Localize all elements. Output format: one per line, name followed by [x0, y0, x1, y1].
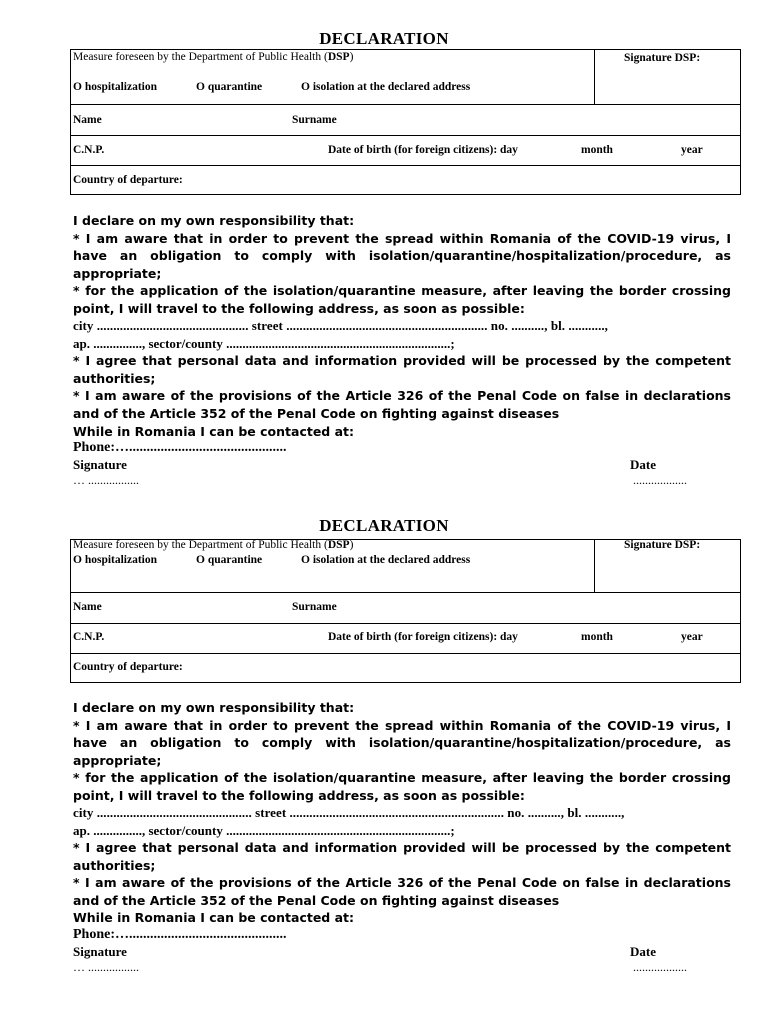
item-penal-code: * I am aware of the provisions of the Article 326 of the Penal Code on false in declarations and of the Article 352 of the Penal Code on fighting against diseases: [73, 388, 731, 421]
name-row: [70, 104, 741, 136]
option-quarantine[interactable]: O quarantine: [196, 81, 263, 93]
signature-dsp-label: Signature DSP:: [624, 539, 701, 551]
declaration-form-1: [0, 0, 768, 487]
year-label: year: [681, 631, 703, 643]
option-isolation[interactable]: O isolation at the declared address: [301, 554, 471, 566]
date-field[interactable]: ..................: [633, 473, 687, 487]
measure-label: [73, 51, 353, 63]
item-covid-obligation: * I am aware that in order to prevent the spread within Romania of the COVID-19 virus, I have an obligation to comply with isolation/quarantine/hospitalization/procedure, as appropriate;: [73, 230, 731, 281]
item-personal-data: * I agree that personal data and information provided will be processed by the competent authorities;: [73, 353, 731, 386]
dob-label: Date of birth (for foreign citizens): day: [328, 631, 518, 643]
option-quarantine[interactable]: O quarantine: [196, 554, 263, 566]
date-field[interactable]: ..................: [633, 960, 687, 974]
month-label: month: [581, 144, 613, 156]
option-hospitalization[interactable]: O hospitalization: [73, 81, 158, 93]
address-line-2[interactable]: ap. ..............., sector/county .....................................................................;: [73, 335, 455, 351]
date-label: Date: [630, 944, 656, 959]
dsp-abbr: DSP: [327, 539, 350, 551]
declaration-form-2: [0, 487, 768, 974]
cnp-label: C.N.P.: [73, 144, 105, 156]
measure-suffix: ): [349, 539, 354, 551]
year-label: year: [681, 144, 703, 156]
option-hospitalization[interactable]: O hospitalization: [73, 554, 158, 566]
country-label: Country of departure:: [73, 661, 183, 673]
address-line-1[interactable]: city ............................................... street ................................................................. no. .........., bl. ...........,: [73, 805, 625, 820]
declaration-title: DECLARATION: [319, 29, 449, 48]
signature-field[interactable]: … .................: [73, 473, 139, 487]
signature-field[interactable]: … .................: [73, 960, 139, 974]
declare-intro: I declare on my own responsibility that:: [73, 213, 355, 228]
name-label: Name: [73, 114, 102, 126]
option-isolation[interactable]: O isolation at the declared address: [301, 81, 471, 93]
dsp-abbr: DSP: [327, 51, 350, 63]
contact-label: While in Romania I can be contacted at:: [73, 910, 355, 925]
surname-label: Surname: [292, 601, 337, 613]
item-penal-code: * I am aware of the provisions of the Article 326 of the Penal Code on false in declarations and of the Article 352 of the Penal Code on fighting against diseases: [73, 875, 731, 908]
address-line-1[interactable]: city .............................................. street ............................................................. no. .........., bl. ...........,: [73, 318, 608, 333]
date-label: Date: [630, 457, 656, 472]
name-label: Name: [73, 601, 102, 613]
name-row: [70, 592, 741, 624]
declaration-title: DECLARATION: [319, 516, 449, 535]
declaration-body: [73, 699, 731, 909]
declare-intro: I declare on my own responsibility that:: [73, 700, 355, 715]
contact-label: While in Romania I can be contacted at:: [73, 424, 355, 439]
signature-label: Signature: [73, 944, 127, 959]
item-travel-address: * for the application of the isolation/quarantine measure, after leaving the border crossing point, I will travel to the following address, as soon as possible:: [73, 770, 731, 803]
signature-label: Signature: [73, 457, 127, 472]
item-travel-address: * for the application of the isolation/quarantine measure, after leaving the border crossing point, I will travel to the following address, as soon as possible:: [73, 283, 731, 316]
month-label: month: [581, 631, 613, 643]
phone-field[interactable]: Phone:….............................................: [73, 440, 287, 455]
cnp-label: C.N.P.: [73, 631, 105, 643]
item-covid-obligation: * I am aware that in order to prevent the spread within Romania of the COVID-19 virus, I have an obligation to comply with isolation/quarantine/hospitalization/procedure, as appropriate;: [73, 717, 731, 768]
declaration-body: [73, 212, 731, 422]
measure-label: [73, 539, 353, 551]
measure-suffix: ): [349, 51, 354, 63]
surname-label: Surname: [292, 114, 337, 126]
measure-prefix: Measure foreseen by the Department of Public Health (: [73, 539, 328, 551]
phone-field[interactable]: Phone:….............................................: [73, 927, 287, 942]
item-personal-data: * I agree that personal data and information provided will be processed by the competent authorities;: [73, 840, 731, 873]
address-line-2[interactable]: ap. ..............., sector/county .....................................................................;: [73, 822, 455, 838]
dob-label: Date of birth (for foreign citizens): day: [328, 144, 518, 156]
country-label: Country of departure:: [73, 174, 183, 186]
measure-prefix: Measure foreseen by the Department of Public Health (: [73, 51, 328, 63]
signature-dsp-label: Signature DSP:: [624, 52, 701, 64]
